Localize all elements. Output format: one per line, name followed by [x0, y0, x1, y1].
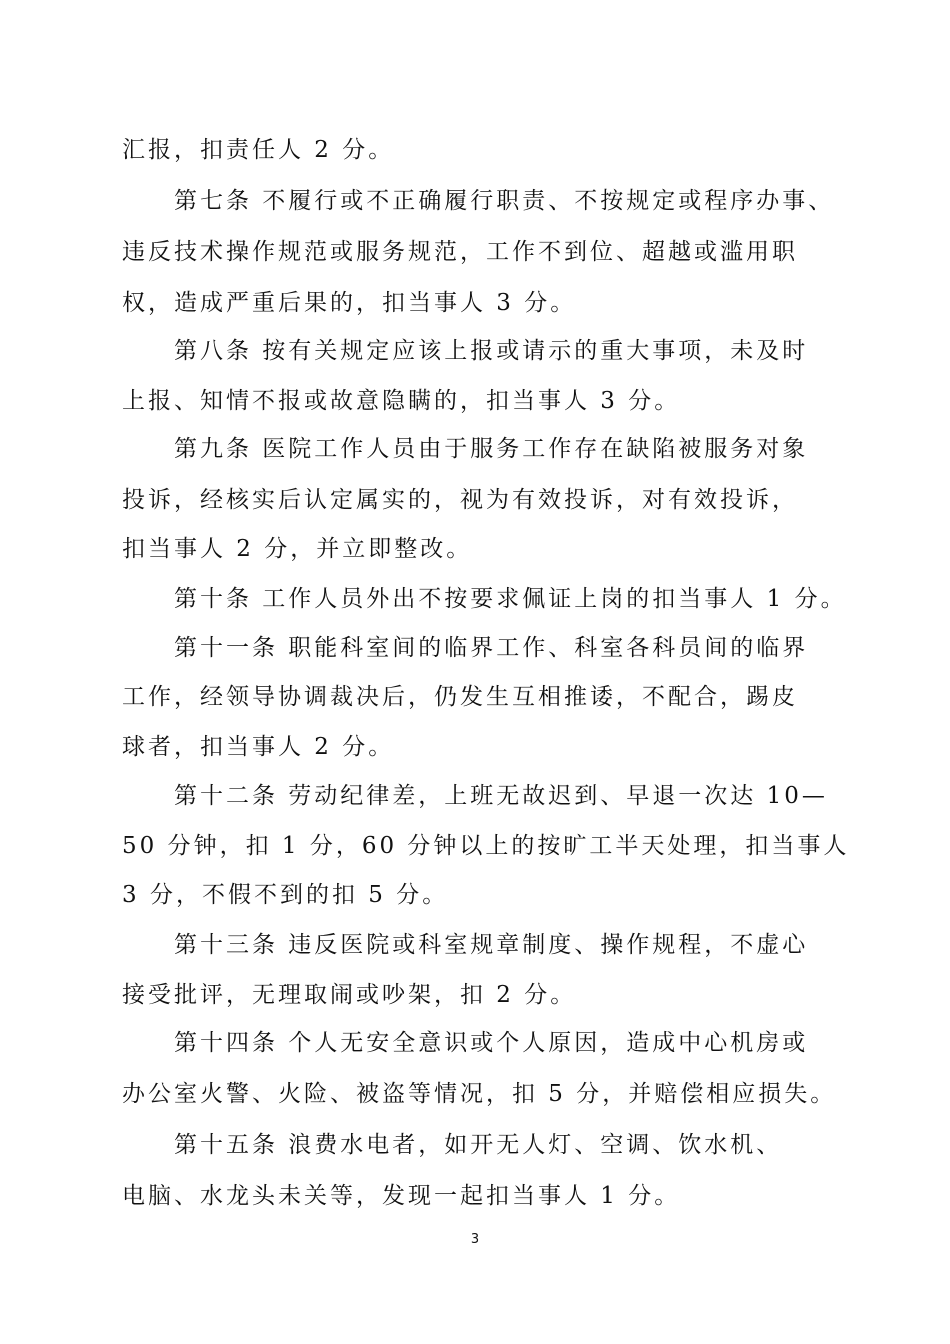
text-line: 权，造成严重后果的，扣当事人 3 分。: [122, 290, 577, 316]
text-line: 第十条 工作人员外出不按要求佩证上岗的扣当事人 1 分。: [174, 586, 847, 612]
text-line: 第七条 不履行或不正确履行职责、不按规定或程序办事、: [174, 188, 835, 214]
text-line: 3 分，不假不到的扣 5 分。: [122, 882, 449, 908]
text-line: 第十三条 违反医院或科室规章制度、操作规程，不虚心: [174, 932, 809, 958]
text-line: 违反技术操作规范或服务规范，工作不到位、超越或滥用职: [122, 239, 798, 265]
text-line: 第八条 按有关规定应该上报或请示的重大事项，未及时: [174, 338, 809, 364]
text-line: 电脑、水龙头未关等，发现一起扣当事人 1 分。: [122, 1183, 681, 1209]
text-line: 第九条 医院工作人员由于服务工作存在缺陷被服务对象: [174, 436, 809, 462]
text-line: 接受批评，无理取闹或吵架，扣 2 分。: [122, 982, 577, 1008]
page-number: 3: [470, 1232, 480, 1247]
text-line: 工作，经领导协调裁决后，仍发生互相推诿，不配合，踢皮: [122, 684, 798, 710]
text-line: 第十五条 浪费水电者，如开无人灯、空调、饮水机、: [174, 1132, 783, 1158]
text-line: 上报、知情不报或故意隐瞒的，扣当事人 3 分。: [122, 388, 681, 414]
text-line: 汇报，扣责任人 2 分。: [122, 137, 395, 163]
text-line: 投诉，经核实后认定属实的，视为有效投诉，对有效投诉，: [122, 487, 798, 513]
text-line: 第十四条 个人无安全意识或个人原因，造成中心机房或: [174, 1030, 809, 1056]
text-line: 50 分钟，扣 1 分，60 分钟以上的按旷工半天处理，扣当事人: [122, 833, 850, 859]
text-line: 球者，扣当事人 2 分。: [122, 734, 395, 760]
text-line: 扣当事人 2 分，并立即整改。: [122, 536, 473, 562]
text-line: 第十一条 职能科室间的临界工作、科室各科员间的临界: [174, 635, 809, 661]
text-line: 第十二条 劳动纪律差，上班无故迟到、早退一次达 10—: [174, 783, 828, 809]
text-line: 办公室火警、火险、被盗等情况，扣 5 分，并赔偿相应损失。: [122, 1081, 837, 1107]
